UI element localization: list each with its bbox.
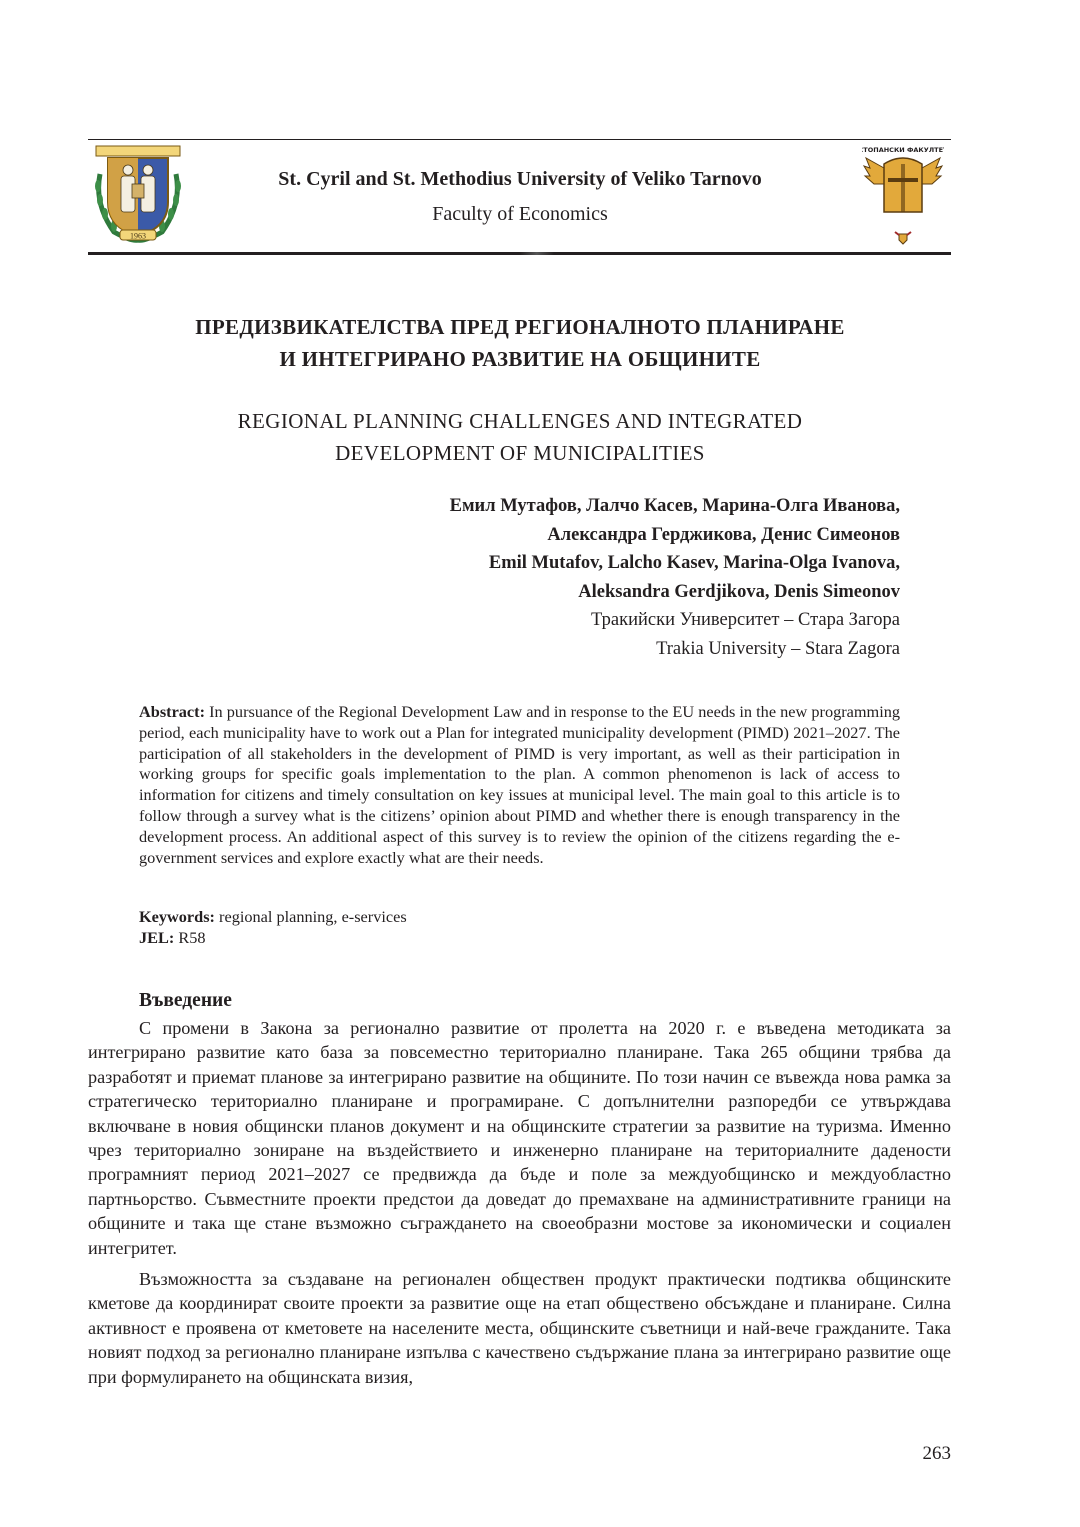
introduction-body	[88, 1016, 951, 1389]
section-heading-introduction: Въведение	[139, 990, 232, 1011]
title-en-line: REGIONAL PLANNING CHALLENGES AND INTEGRATED	[237, 409, 803, 433]
title-bg-line: И ИНТЕГРИРАНО РАЗВИТИЕ НА ОБЩИНИТЕ	[279, 347, 761, 371]
keywords	[139, 907, 407, 928]
abstract	[139, 702, 900, 868]
jel-label: JEL:	[139, 928, 175, 947]
author-block	[450, 492, 900, 663]
paragraph: Възможността за създаване на регионален обществен продукт практически подтиква общинските кметове да координират своите проекти за развитие още на етап обществено обсъждане и планиране. Силна активност е проявена от кметовете на населените места, общинските съветници и най-вече гражданите. Така новият подход за регионално планиране изпълва с качествено съдържание плана за интегрирано развитие още при формулирането на общинската визия,	[88, 1269, 951, 1387]
emblem-year: 1963	[130, 231, 146, 241]
title-en-line: DEVELOPMENT OF MUNICIPALITIES	[335, 441, 705, 465]
jel-text: R58	[178, 928, 206, 947]
article-title-bg	[100, 311, 940, 375]
jel-codes	[139, 928, 206, 949]
abstract-label: Abstract:	[139, 702, 206, 721]
page-number: 263	[922, 1443, 951, 1464]
header-top-rule	[88, 139, 951, 140]
title-bg-line: ПРЕДИЗВИКАТЕЛСТВА ПРЕД РЕГИОНАЛНОТО ПЛАНИРАНЕ	[195, 315, 845, 339]
authors-bg-line: Александра Герджикова, Денис Симеонов	[547, 524, 900, 545]
abstract-text: In pursuance of the Regional Development Law and in response to the EU needs in the new programming period, each municipality have to work out a Plan for integrated municipality development (PIMD) 2021–2027. The participation of all stakeholders in the development of PIMD is very important, as well as their participation in working groups for specific goals implementation to the plan. A common phenomenon is lack of access to information for citizens and timely consultation on key issues at municipal level. The main goal to this article is to follow through a survey what is the citizens’ opinion about PIMD and whether there is enough transparency in the development process. An additional aspect of this survey is to review the opinion of the citizens regarding the e-government services and explore exactly what are their needs.	[139, 702, 901, 867]
affiliation-bg: Тракийски Университет – Стара Загора	[591, 610, 900, 630]
header-bottom-rule	[88, 252, 951, 255]
authors-en-line: Emil Mutafov, Lalcho Kasev, Marina-Olga Ivanova,	[488, 553, 900, 573]
keywords-text: regional planning, e-services	[219, 907, 407, 926]
keywords-label: Keywords:	[139, 907, 215, 926]
faculty-name: Faculty of Economics	[432, 203, 608, 225]
university-emblem-logo	[92, 144, 184, 244]
article-title-en	[100, 405, 940, 469]
affiliation-en: Trakia University – Stara Zagora	[656, 638, 900, 659]
authors-en-line: Aleksandra Gerdjikova, Denis Simeonov	[578, 581, 900, 602]
paragraph: С промени в Закона за регионално развитие от пролетта на 2020 г. е въведена методиката за интегрирано развитие като база за повсеместно териториално планиране. Така 265 общини трябва да разработят и приемат планове за интегрирано развитие на общините. По този начин се въвежда нова рамка за стратегическо териториално планиране и програмиране. С допълнителни разпоредби се утвърждава включване в новия общински планов документ и на общинските стратегии за развитие на туризма. Именно чрез териториално зониране на въздействието и инженерно планиране на териториалните дадености програмният период 2021–2027 се предвижда да бъде и поле за междуобщинско и междуобластно партньорство. Съвместните проекти предстои да доведат до премахване на административните граници на общините и така ще стане възможно съграждането на своеобразни мостове за икономически и социален интегритет.	[88, 1018, 951, 1258]
faculty-logo-text: СТОПАНСКИ ФАКУЛТЕТ	[862, 146, 944, 154]
university-name: St. Cyril and St. Methodius University of Veliko Tarnovo	[278, 168, 762, 190]
authors-bg-line: Емил Мутафов, Лалчо Касев, Марина-Олга Иванова,	[449, 496, 900, 516]
faculty-logo	[862, 142, 944, 248]
